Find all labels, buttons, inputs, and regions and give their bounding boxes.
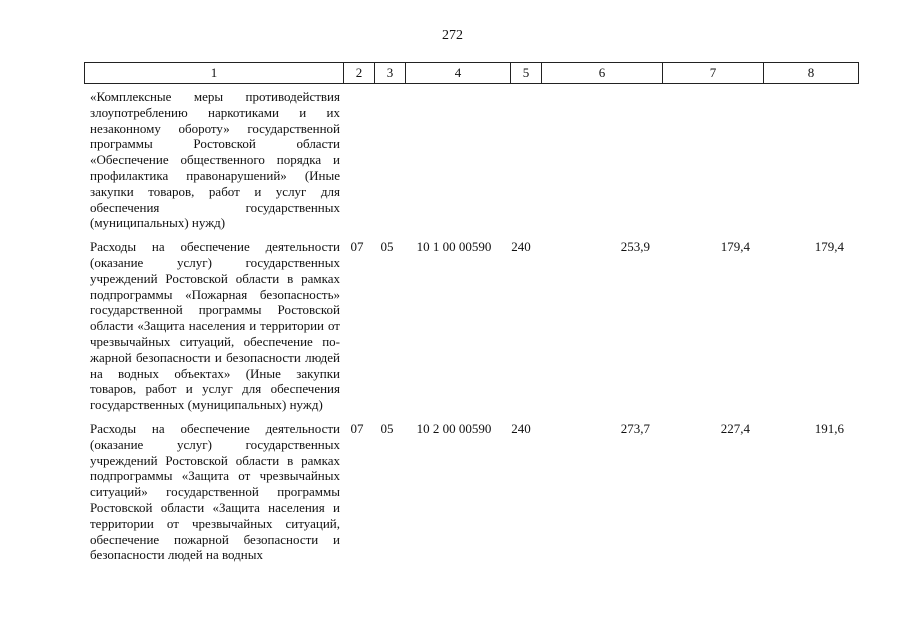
- row-subsection-code: 05: [380, 239, 394, 255]
- row-section-code: 07: [350, 420, 364, 436]
- row-expense-type: 240: [511, 420, 531, 436]
- row-expense-type: 240: [511, 239, 531, 255]
- row-subsection-code: [372, 89, 402, 239]
- header-col-4: 4: [406, 63, 511, 84]
- row-amount-col7: [656, 89, 756, 239]
- row-amount-col6: [536, 89, 656, 239]
- row-expense-type: [506, 89, 536, 239]
- row-description: «Комплексные меры противодействия злоупотреблению наркотиками и их незаконному обороту» государственной программы Ростовской области «Обеспечение общественного порядка и профилактика правонарушений» (Иные закупки товаров, работ и услуг для обеспечения государственных (муниципальных) нужд): [90, 89, 340, 231]
- header-row: [85, 63, 859, 84]
- table-row: [84, 239, 850, 421]
- row-amount-col8: [756, 89, 850, 239]
- budget-table: [84, 89, 850, 571]
- row-amount-col7: 179,4: [720, 239, 750, 255]
- row-amount-col6: 253,9: [620, 239, 650, 255]
- row-description: Расходы на обеспечение деятельности (оказание услуг) государственных учреждений Ростовской области в рамках подпрограммы «Пожарная безопасность» государственной программы Ростовской области «Защита населения и территории от чрезвычайных ситуаций, обеспечение пожарной безопасности и безопасности людей на водных объектах» (Иные закупки товаров, работ и услуг для обеспечения государственных (муниципальных) нужд): [90, 239, 340, 413]
- header-col-8: 8: [764, 63, 859, 84]
- row-target-article: 10 2 00 00590: [416, 420, 492, 436]
- table-row: [84, 421, 850, 571]
- row-section-code: 07: [350, 239, 364, 255]
- header-col-3: 3: [375, 63, 406, 84]
- table-row: [84, 89, 850, 239]
- row-target-article: [402, 89, 506, 239]
- row-subsection-code: 05: [380, 420, 394, 436]
- page-number: 272: [442, 28, 463, 43]
- header-col-2: 2: [344, 63, 375, 84]
- header-col-1: 1: [85, 63, 344, 84]
- row-amount-col8: 191,6: [814, 420, 844, 436]
- row-description: Расходы на обеспечение деятельности (оказание услуг) государственных учреждений Ростовской области в рамках подпрограммы «Защита от чрезвычайных ситуаций» государственной программы Ростовской области «Защита населения и территории от чрезвычайных ситуаций, обеспечение пожарной безопасности и безопасности людей на водных: [90, 420, 340, 563]
- column-number-header: [84, 62, 859, 84]
- row-target-article: 10 1 00 00590: [416, 239, 492, 255]
- header-col-7: 7: [663, 63, 764, 84]
- row-amount-col7: 227,4: [720, 420, 750, 436]
- row-amount-col8: 179,4: [814, 239, 844, 255]
- row-amount-col6: 273,7: [620, 420, 650, 436]
- row-section-code: [342, 89, 372, 239]
- header-col-6: 6: [542, 63, 663, 84]
- header-col-5: 5: [511, 63, 542, 84]
